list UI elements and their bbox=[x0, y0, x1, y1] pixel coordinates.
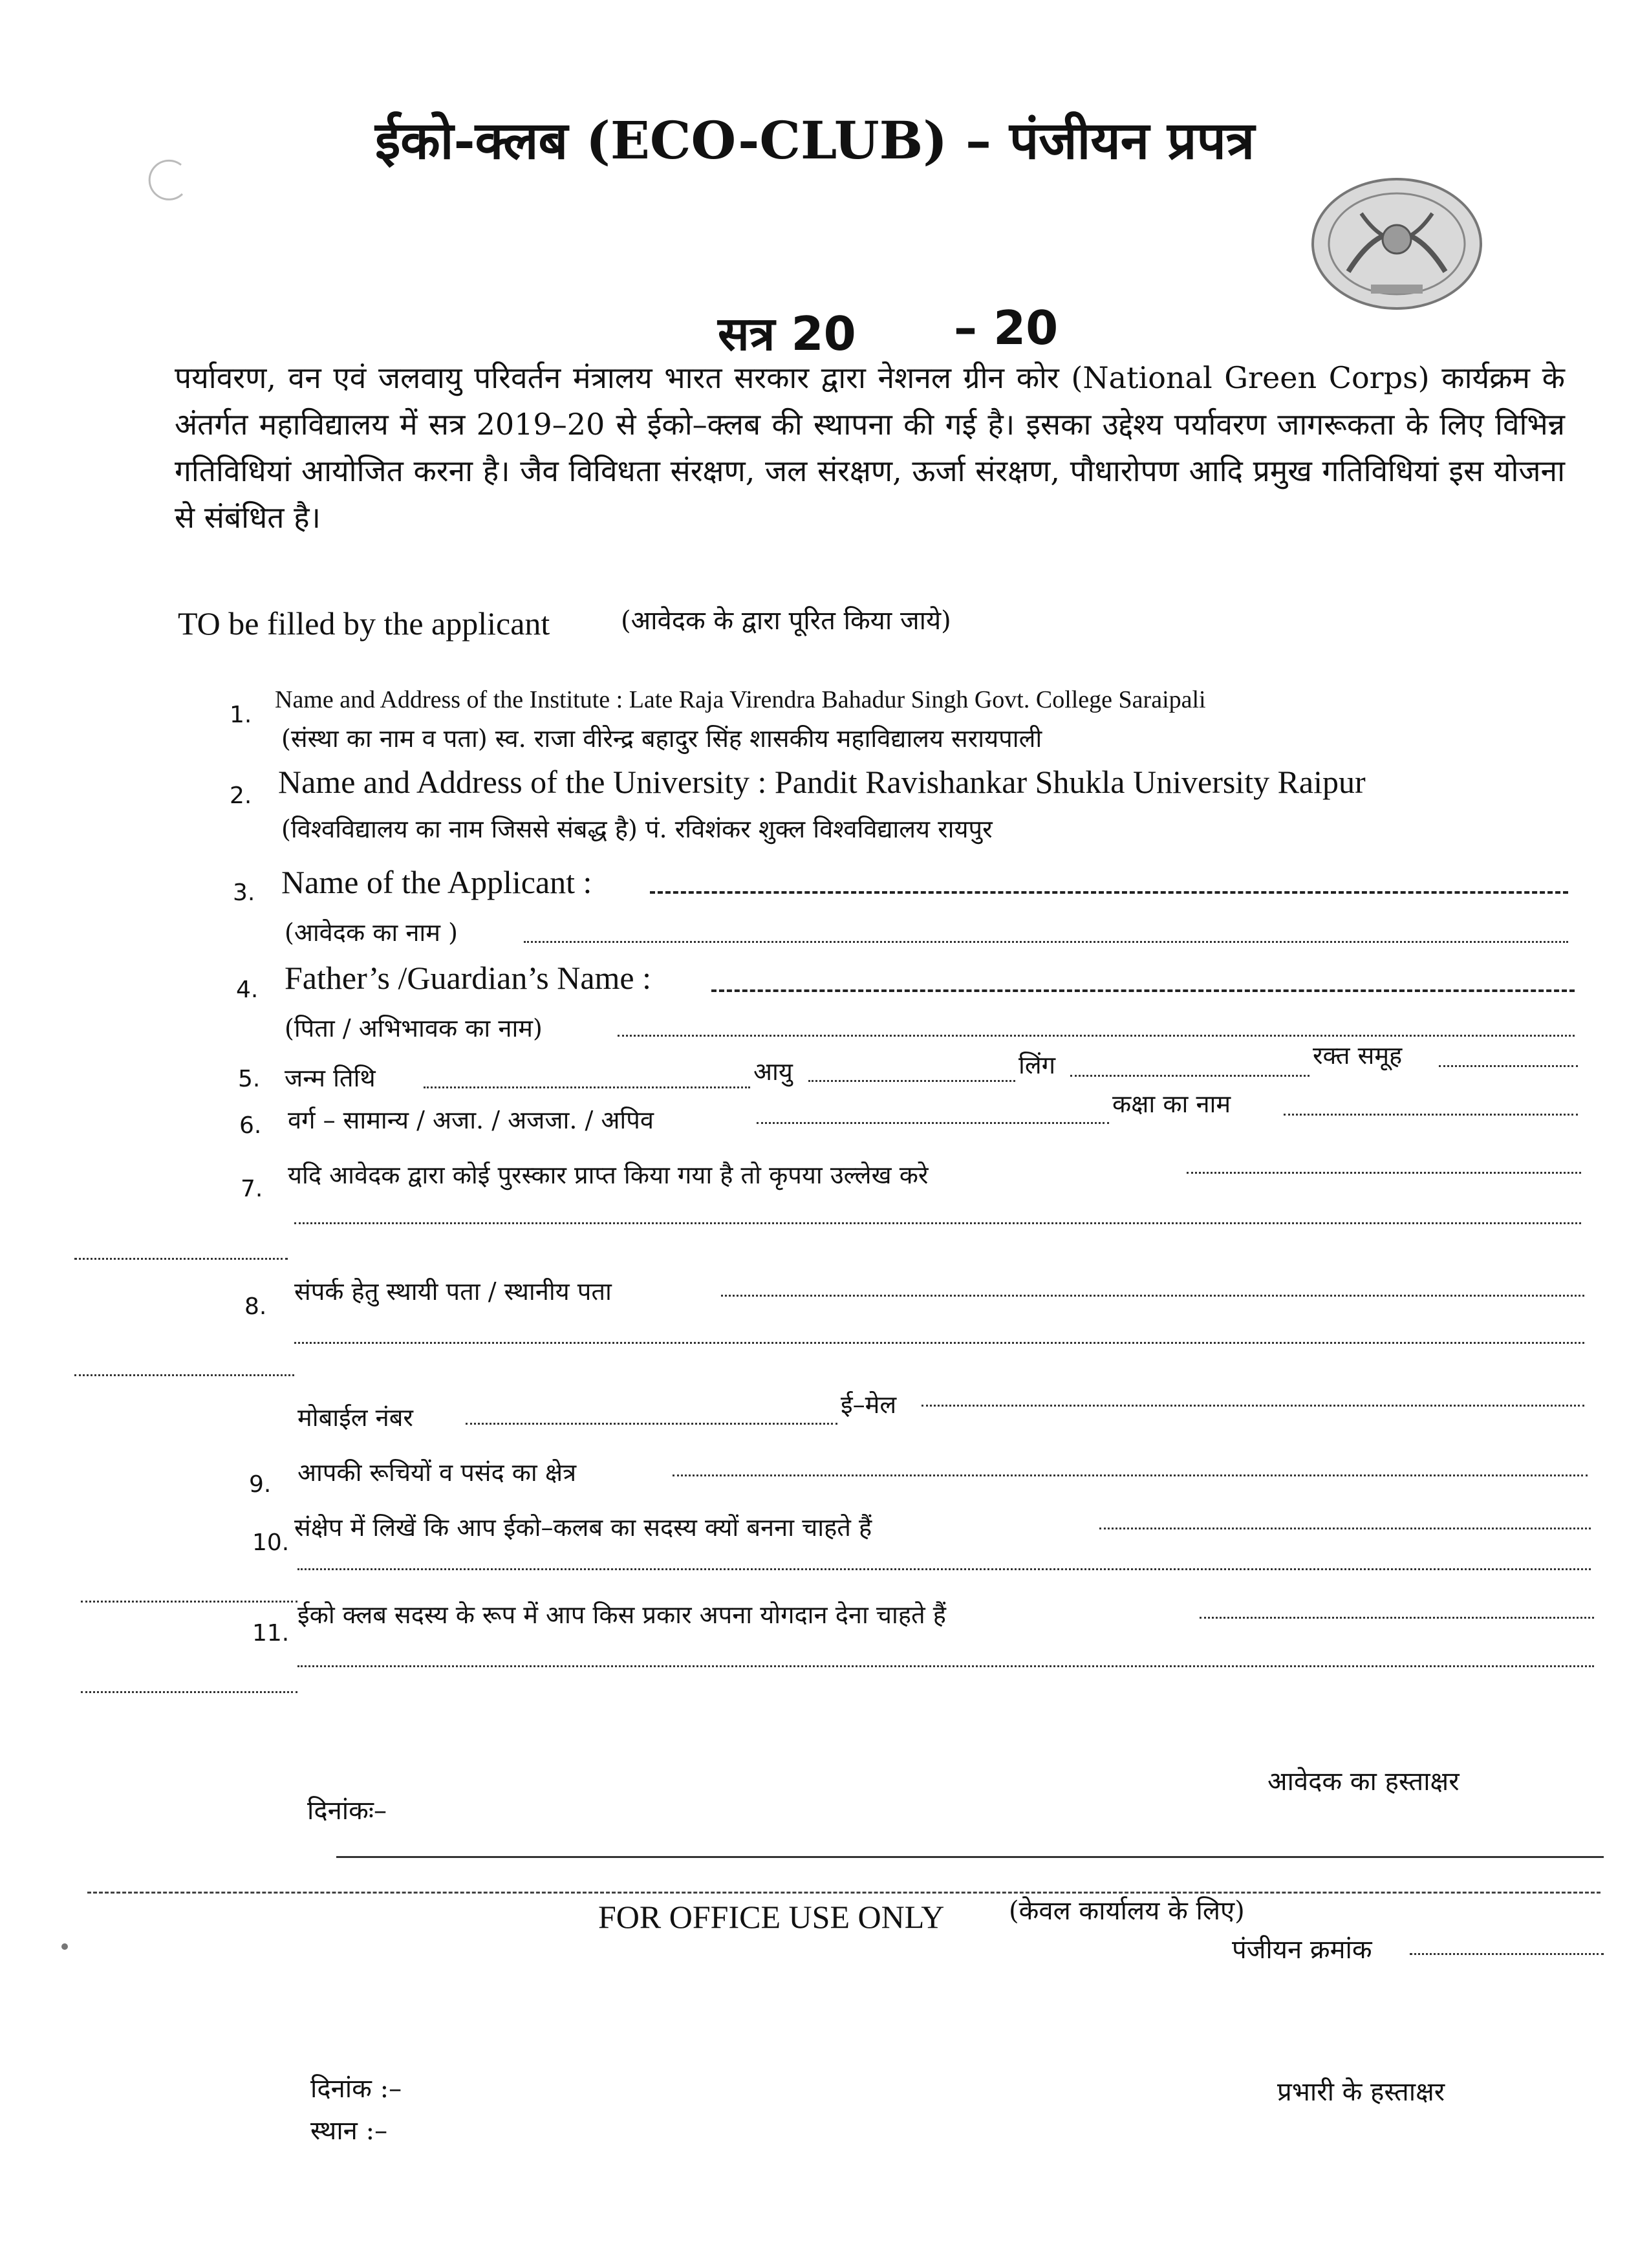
item-number: 8. bbox=[244, 1293, 267, 1320]
blood-group-field[interactable] bbox=[1439, 1065, 1578, 1067]
address-field-line[interactable] bbox=[294, 1342, 1584, 1344]
incharge-signature-label: प्रभारी के हस्ताक्षर bbox=[1277, 2077, 1445, 2107]
dob-field[interactable] bbox=[424, 1086, 750, 1088]
applicant-signature-label: आवेदक का हस्ताक्षर bbox=[1267, 1767, 1460, 1797]
guardian-name-label-hi: (पिता / अभिभावक का नाम) bbox=[285, 1014, 543, 1042]
gender-field[interactable] bbox=[1070, 1075, 1310, 1077]
why-join-field-line[interactable] bbox=[81, 1601, 297, 1603]
office-place-label: स्थान :– bbox=[310, 2116, 388, 2146]
address-label: संपर्क हेतु स्थायी पता / स्थानीय पता bbox=[294, 1277, 612, 1306]
award-field[interactable] bbox=[1187, 1172, 1581, 1174]
date-label: दिनांकः– bbox=[307, 1796, 387, 1826]
category-label: वर्ग – सामान्य / अजा. / अजजा. / अपिव bbox=[288, 1106, 654, 1134]
address-field[interactable] bbox=[721, 1295, 1584, 1297]
punch-hole-mark bbox=[142, 158, 188, 204]
award-label: यदि आवेदक द्वारा कोई पुरस्कार प्राप्त किया गया है तो कृपया उल्लेख करे bbox=[288, 1161, 929, 1189]
applicant-name-label: Name of the Applicant : bbox=[281, 864, 592, 900]
age-field[interactable] bbox=[808, 1080, 1015, 1082]
interests-field[interactable] bbox=[673, 1474, 1588, 1476]
class-name-label: कक्षा का नाम bbox=[1112, 1090, 1231, 1118]
item-number: 10. bbox=[252, 1529, 290, 1556]
item-number: 7. bbox=[241, 1176, 263, 1202]
applicant-name-label-hi: (आवेदक का नाम ) bbox=[285, 918, 458, 947]
why-join-field-line[interactable] bbox=[297, 1568, 1591, 1570]
item-number: 1. bbox=[230, 702, 252, 728]
office-date-label: दिनांक :– bbox=[310, 2074, 402, 2104]
session-separator: – 20 bbox=[954, 301, 1059, 355]
interests-label: आपकी रूचियों व पसंद का क्षेत्र bbox=[297, 1458, 577, 1487]
category-field[interactable] bbox=[757, 1122, 1109, 1124]
form-title: ईको-क्लब (ECO-CLUB) – पंजीयन प्रपत्र bbox=[375, 110, 1255, 171]
item-number: 3. bbox=[233, 880, 255, 906]
item-number: 9. bbox=[249, 1471, 272, 1498]
contribution-field-line[interactable] bbox=[81, 1691, 297, 1693]
mobile-label: मोबाईल नंबर bbox=[297, 1403, 413, 1432]
office-use-heading: FOR OFFICE USE ONLY bbox=[598, 1899, 945, 1935]
institute-label-hi: (संस्था का नाम व पता) स्व. राजा वीरेन्द्र बहादुर सिंह शासकीय महाविद्यालय सरायपाली bbox=[281, 724, 1042, 753]
mobile-field[interactable] bbox=[466, 1423, 837, 1425]
applicant-name-hi-field[interactable] bbox=[524, 941, 1568, 943]
guardian-name-label: Father’s /Guardian’s Name : bbox=[285, 960, 651, 996]
why-join-field[interactable] bbox=[1099, 1528, 1591, 1529]
contribution-label: ईको क्लब सदस्य के रूप में आप किस प्रकार अपना योगदान देना चाहते हैं bbox=[297, 1601, 946, 1629]
class-name-field[interactable] bbox=[1284, 1114, 1578, 1116]
age-label: आयु bbox=[753, 1057, 793, 1086]
contribution-field-line[interactable] bbox=[297, 1665, 1594, 1667]
session-label: सत्र 20 bbox=[718, 307, 856, 361]
institute-label: Name and Address of the Institute : Late Raja Virendra Bahadur Singh Govt. College Saraipali bbox=[275, 686, 1206, 713]
separator-line bbox=[87, 1892, 1600, 1894]
item-number: 5. bbox=[238, 1066, 261, 1092]
address-field-line[interactable] bbox=[74, 1374, 294, 1376]
registration-number-label: पंजीयन क्रमांक bbox=[1232, 1935, 1372, 1965]
email-field[interactable] bbox=[921, 1405, 1584, 1407]
university-label-hi: (विश्वविद्यालय का नाम जिससे संबद्ध है) पं. रविशंकर शुक्ल विश्वविद्यालय रायपुर bbox=[281, 815, 993, 843]
separator-line bbox=[336, 1856, 1604, 1858]
email-label: ई–मेल bbox=[841, 1390, 897, 1419]
office-use-heading-hi: (केवल कार्यालय के लिए) bbox=[1009, 1896, 1245, 1926]
fill-note-hi: (आवेदक के द्वारा पूरित किया जाये) bbox=[621, 606, 951, 636]
contribution-field[interactable] bbox=[1200, 1617, 1594, 1619]
scan-speck bbox=[61, 1943, 68, 1950]
item-number: 4. bbox=[236, 977, 259, 1003]
item-number: 2. bbox=[230, 783, 252, 809]
fill-note-en: TO be filled by the applicant bbox=[178, 605, 550, 642]
item-number: 6. bbox=[239, 1112, 262, 1139]
registration-number-field[interactable] bbox=[1410, 1953, 1604, 1955]
guardian-name-field[interactable] bbox=[711, 989, 1575, 992]
blood-group-label: रक्त समूह bbox=[1313, 1041, 1403, 1070]
dob-label: जन्म तिथि bbox=[285, 1064, 376, 1092]
college-seal-icon bbox=[1310, 175, 1484, 314]
item-number: 11. bbox=[252, 1620, 290, 1647]
guardian-name-hi-field[interactable] bbox=[618, 1035, 1575, 1037]
applicant-name-field[interactable] bbox=[650, 891, 1568, 894]
university-label: Name and Address of the University : Pandit Ravishankar Shukla University Raipur bbox=[278, 764, 1366, 800]
award-field-line[interactable] bbox=[294, 1222, 1581, 1224]
intro-paragraph: पर्यावरण, वन एवं जलवायु परिवर्तन मंत्रालय भारत सरकार द्वारा नेशनल ग्रीन कोर (National Green Corps) कार्यक्रम के अंतर्गत महाविद्यालय में सत्र 2019–20 से ईको–क्लब की स्थापना की गई है। इसका उद्देश्य पर्यावरण जागरूकता के लिए विभिन्न गतिविधियां आयोजित करना है। जैव विविधता संरक्षण, जल संरक्षण, ऊर्जा संरक्षण, पौधारोपण आदि प्रमुख गतिविधियां इस योजना से संबंधित है। bbox=[175, 360, 1565, 535]
award-field-line[interactable] bbox=[74, 1258, 288, 1260]
gender-label: लिंग bbox=[1018, 1051, 1056, 1079]
why-join-label: संक्षेप में लिखें कि आप ईको–कलब का सदस्य क्यों बनना चाहते हैं bbox=[294, 1513, 872, 1542]
